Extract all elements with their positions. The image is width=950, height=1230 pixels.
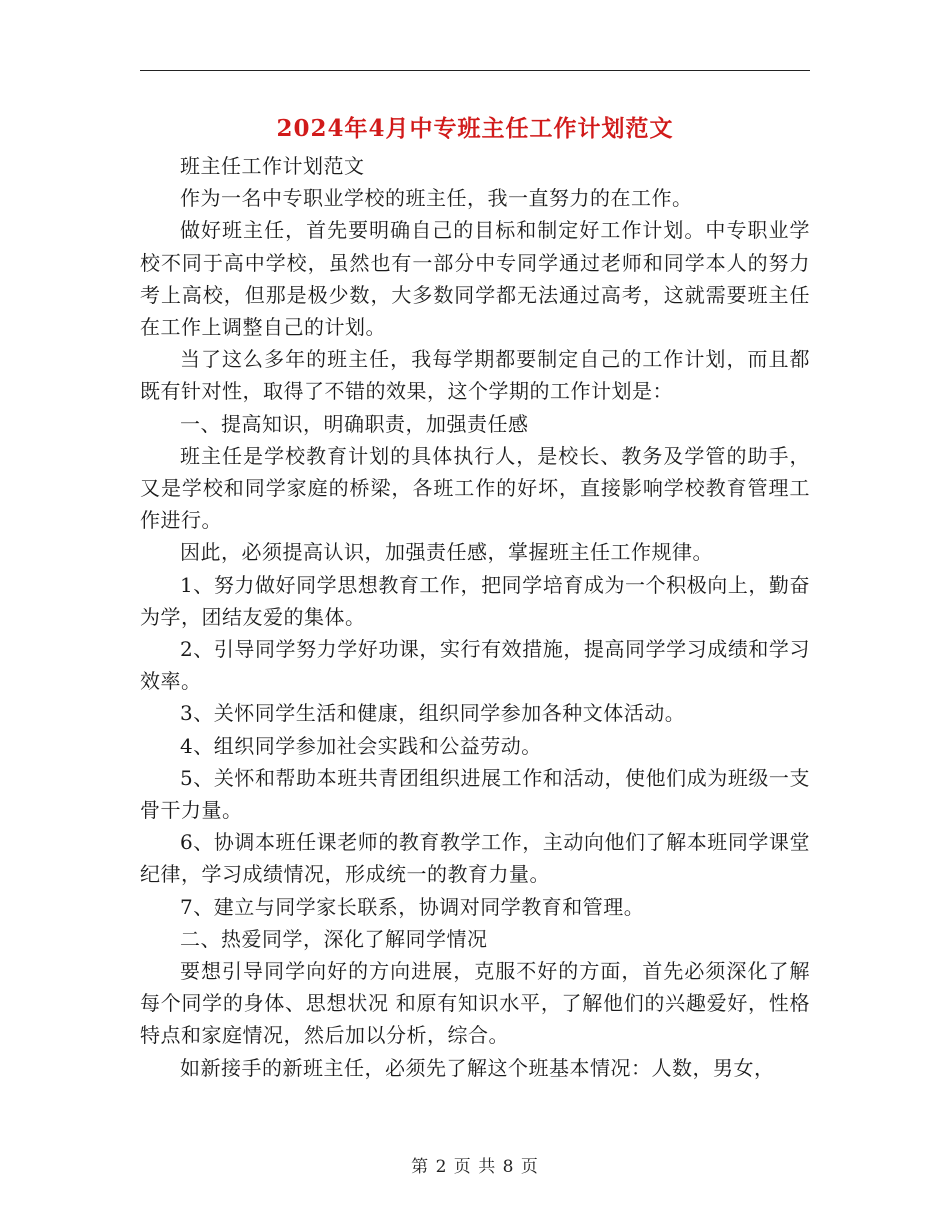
list-item: 4、组织同学参加社会实践和公益劳动。 [180,733,542,758]
section-heading: 二、热爱同学，深化了解同学情况 [180,926,488,951]
paragraph: 班主任工作计划范文 [180,154,365,178]
list-item: 1、努力做好同学思想教育工作，把同学培育成为一个积极向上，勤奋为学，团结友爱的集体。 [140,572,810,629]
list-item: 5、关怀和帮助本班共青团组织进展工作和活动，使他们成为班级一支骨干力量。 [140,765,810,823]
page-footer: 第 2 页 共 8 页 [411,1157,539,1177]
paragraph: 如新接手的新班主任，必须先了解这个班基本情况：人数，男女， [180,1055,775,1080]
paragraph: 因此，必须提高认识，加强责任感，掌握班主任工作规律。 [180,540,713,565]
list-item: 6、协调本班任课老师的教育教学工作，主动向他们了解本班同学课堂纪律，学习成绩情况，形成统一的教育力量。 [140,830,810,887]
paragraph: 当了这么多年的班主任，我每学期都要制定自己的工作计划，而且都既有针对性，取得了不错的效果，这个学期的工作计划是： [140,347,810,404]
section-heading: 一、提高知识，明确职责，加强责任感 [180,411,529,436]
document-body [140,150,810,1084]
header-rule [140,70,810,71]
paragraph: 班主任是学校教育计划的具体执行人，是校长、教务及学管的助手，又是学校和同学家庭的桥梁，各班工作的好坏，直接影响学校教育管理工作进行。 [140,443,810,533]
paragraph: 要想引导同学向好的方向进展，克服不好的方面，首先必须深化了解每个同学的身体、思想状况 和原有知识水平，了解他们的兴趣爱好，性格特点和家庭情况，然后加以分析，综合。 [140,959,810,1048]
list-item: 2、引导同学努力学好功课，实行有效措施，提高同学学习成绩和学习效率。 [140,637,810,694]
paragraph: 作为一名中专职业学校的班主任，我一直努力的在工作。 [180,186,693,211]
document-title: 2024年4月中专班主任工作计划范文 [276,115,674,142]
paragraph: 做好班主任，首先要明确自己的目标和制定好工作计划。中专职业学校不同于高中学校，虽然也有一部分中专同学通过老师和同学本人的努力考上高校，但那是极少数，大多数同学都无法通过高考，这就需要班主任在工作上调整自己的计划。 [140,218,810,340]
list-item: 7、建立与同学家长联系，协调对同学教育和管理。 [180,894,645,919]
list-item: 3、关怀同学生活和健康，组织同学参加各种文体活动。 [180,701,686,726]
